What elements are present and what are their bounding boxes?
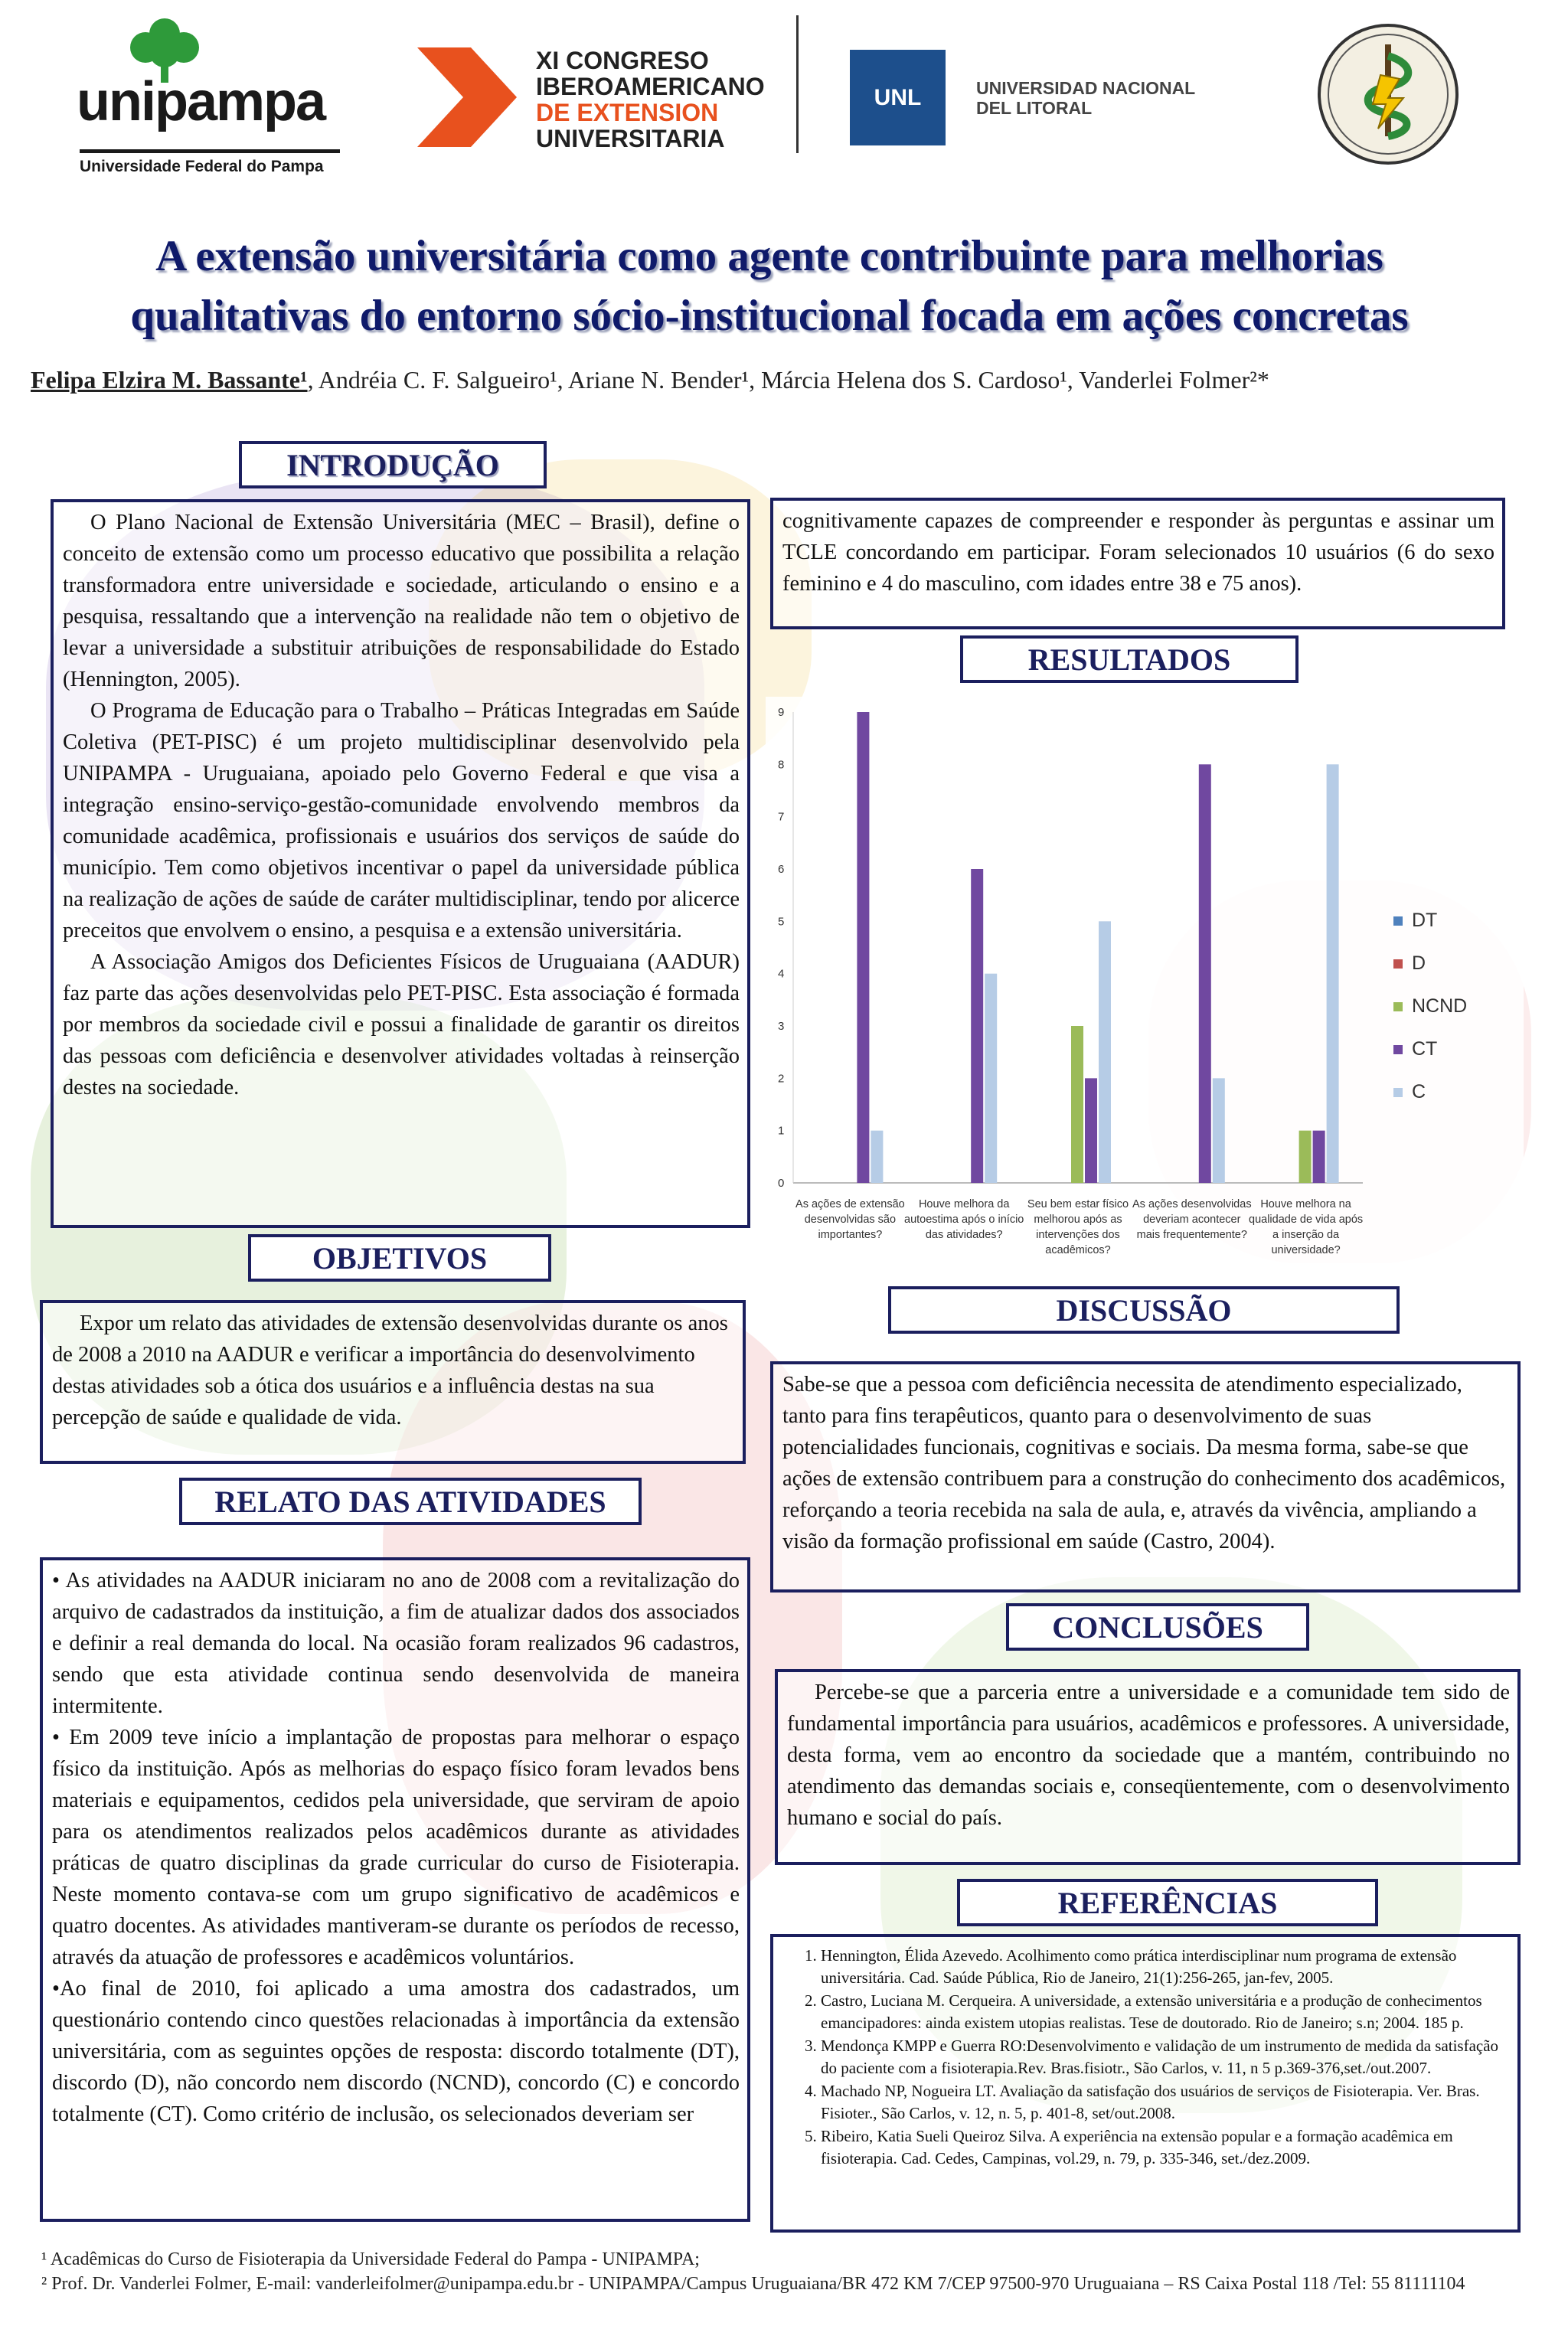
- unipampa-logo-text: unipampa: [77, 71, 325, 132]
- unl-line-1: UNIVERSIDAD NACIONAL: [976, 78, 1196, 98]
- referencias-box: [770, 1934, 1521, 2233]
- category-label: Houve melhora da autoestima após o início das atividades?: [904, 1198, 1024, 1241]
- category-label: Houve melhora na qualidade de vida após a inserção da universidade?: [1249, 1198, 1364, 1256]
- y-tick-label: 1: [778, 1124, 785, 1138]
- relato-box: [40, 1557, 750, 2222]
- physiotherapy-seal-icon: [1315, 21, 1461, 167]
- objetivos-text: Expor um relato das atividades de extensão desenvolvidas durante os anos de 2008 a 2010 na AADUR e verificar a importância do desenvolvimento destas atividades sob a ótica dos usuários e a influência destas na sua percepção de saúde e qualidade de vida.: [52, 1312, 728, 1429]
- references-list: [786, 1945, 1505, 2170]
- reference-item: 4. Machado NP, Nogueira LT. Avaliação da satisfação dos usuários de serviços de Fisioterapia. Ver. Bras. Fisioter., São Carlos, v. 12, n. 5, p. 401-8, set/out.2008.: [821, 2080, 1505, 2125]
- unl-line-2: DEL LITORAL: [976, 98, 1093, 118]
- results-chart-svg: [766, 697, 1524, 1282]
- section-heading-conclusoes: CONCLUSÕES: [1006, 1603, 1309, 1651]
- reference-item: 2. Castro, Luciana M. Cerqueira. A universidade, a extensão universitária e a produção de conhecimentos emancipadores: ainda existem utopias realistas. Tese de doutorado. Rio de Janeiro; s.n; 2004. 185 p.: [821, 1990, 1505, 2034]
- bar-c-2: [985, 974, 997, 1183]
- y-tick-label: 9: [778, 706, 785, 719]
- relato-continuation-box: [770, 498, 1505, 629]
- poster-title-line-1: A extensão universitária como agente contribuinte para melhorias: [155, 232, 1383, 280]
- y-tick-label: 3: [778, 1020, 785, 1033]
- section-heading-introducao: INTRODUÇÃO: [239, 441, 547, 488]
- legend-item-dt: [1393, 910, 1437, 932]
- legend-swatch: [1393, 1045, 1403, 1054]
- objetivos-box: [40, 1300, 746, 1464]
- category-label: As ações desenvolvidas deveriam acontecer mais frequentemente?: [1132, 1198, 1252, 1241]
- legend-label: DT: [1412, 910, 1438, 931]
- y-tick-label: 2: [778, 1072, 785, 1086]
- section-heading-objetivos: OBJETIVOS: [248, 1234, 551, 1282]
- conclusoes-box: [775, 1669, 1521, 1865]
- congress-line-2: IBEROAMERICANO: [536, 73, 765, 100]
- congress-arrow-icon: [417, 47, 517, 147]
- section-heading-referencias: REFERÊNCIAS: [957, 1879, 1378, 1926]
- y-tick-label: 5: [778, 915, 785, 929]
- bar-ct-3: [1085, 1078, 1097, 1183]
- legend-label: D: [1412, 952, 1426, 974]
- relato-paragraph: • As atividades na AADUR iniciaram no ano de 2008 com a revitalização do arquivo de cadastrados da instituição, a fim de atualizar dados dos associados e definir a real demanda do local. Na ocasião foram realizados 96 cadastros, sendo que esta atividade continua sendo desenvolvida de maneira intermitente.: [52, 1569, 740, 1718]
- unl-logo: UNL: [850, 50, 946, 145]
- relato-paragraph: •Ao final de 2010, foi aplicado a uma amostra dos cadastrados, um questionário contendo cinco questões relacionadas à importância da extensão universitária, com as seguintes opções de resposta: discordo totalmente (DT), discordo (D), não concordo nem discordo (NCND), concordo (C) e concordo totalmente (CT). Como critério de inclusão, os selecionados deveriam ser: [52, 1977, 740, 2126]
- legend-label: C: [1412, 1081, 1426, 1102]
- introducao-paragraph: O Programa de Educação para o Trabalho – Práticas Integradas em Saúde Coletiva (PET-PISC) é um projeto multidisciplinar desenvolvido pela UNIPAMPA - Uruguaiana, apoiado pelo Governo Federal e que visa a integração ensino-serviço-gestão-comunidade envolvendo membros da comunidade acadêmica, profissionais e usuários dos serviços de saúde do município. Tem como objetivos incentivar o papel da universidade pública na realização de ações de saúde de caráter multidisciplinar, tendo por alicerce preceitos que envolvem o ensino, a pesquisa e a extensão universitária.: [63, 699, 740, 942]
- category-label: Seu bem estar físico melhorou após as intervenções dos acadêmicos?: [1027, 1198, 1129, 1256]
- legend-item-d: [1393, 952, 1426, 975]
- y-tick-label: 8: [778, 758, 785, 772]
- bar-ncnd-3: [1071, 1026, 1083, 1183]
- y-tick-label: 0: [778, 1177, 785, 1190]
- congress-logo-text: [536, 47, 765, 152]
- section-heading-relato: RELATO DAS ATIVIDADES: [179, 1478, 642, 1525]
- introducao-box: [51, 499, 750, 1228]
- section-heading-discussao: DISCUSSÃO: [888, 1286, 1400, 1334]
- footnote-2: ² Prof. Dr. Vanderlei Folmer, E-mail: vanderleifolmer@unipampa.edu.br - UNIPAMPA/Campus Uruguaiana/BR 472 KM 7/CEP 97500-970 Uruguaiana – RS Caixa Postal 118 /Tel: 55 81111104: [41, 2274, 1465, 2294]
- bar-c-4: [1213, 1078, 1225, 1183]
- legend-label: CT: [1412, 1038, 1438, 1060]
- reference-item: 5. Ribeiro, Katia Sueli Queiroz Silva. A experiência na extensão popular e a formação acadêmica em fisioterapia. Cad. Cedes, Campinas, vol.29, n. 79, p. 335-346, set./dez.2009.: [821, 2125, 1505, 2170]
- bar-ct-4: [1199, 764, 1211, 1183]
- poster-title: [15, 227, 1524, 346]
- reference-item: 3. Mendonça KMPP e Guerra RO:Desenvolvimento e validação de um instrumento de medida da satisfação do paciente com a fisioterapia.Rev. Bras.fisiotr., São Carlos, v. 11, n 5 p.369-376,set./out.2007.: [821, 2035, 1505, 2079]
- unl-logo-text: [976, 78, 1195, 118]
- bar-c-5: [1327, 764, 1339, 1183]
- unipampa-logo-rule: [80, 149, 340, 153]
- congress-line-1: XI CONGRESO: [536, 47, 709, 74]
- congress-line-3: DE EXTENSION: [536, 99, 719, 126]
- bar-c-3: [1099, 921, 1111, 1183]
- legend-swatch: [1393, 916, 1403, 926]
- chart-background: [766, 697, 1524, 1282]
- unipampa-logo-subtitle: Universidade Federal do Pampa: [80, 158, 324, 175]
- y-tick-label: 6: [778, 863, 785, 876]
- introducao-paragraph: O Plano Nacional de Extensão Universitária (MEC – Brasil), define o conceito de extensão como um processo educativo que possibilita a relação transformadora entre universidade e sociedade, articulando o ensino e a pesquisa, ressaltando que a intervenção na realidade não tem o objetivo de levar a universidade a substituir atribuições de responsabilidade do Estado (Hennington, 2005).: [63, 511, 740, 691]
- category-label: As ações de extensão desenvolvidas são importantes?: [795, 1198, 905, 1241]
- header-divider: [796, 15, 799, 153]
- discussao-box: [770, 1361, 1521, 1592]
- discussao-text: Sabe-se que a pessoa com deficiência necessita de atendimento especializado, tanto para fins terapêuticos, quanto para o desenvolvimento de suas potencialidades funcionais, cognitivas e sociais. Da mesma forma, sabe-se que ações de extensão contribuem para a construção do conhecimento dos acadêmicos, reforçando a teoria recebida na sala de aula, e, através da vivência, ampliando a visão da formação profissional em saúde (Castro, 2004).: [782, 1373, 1506, 1553]
- congress-line-4: UNIVERSITARIA: [536, 125, 725, 152]
- relato-continuation-text: cognitivamente capazes de compreender e responder às perguntas e assinar um TCLE concordando em participar. Foram selecionados 10 usuários (6 do sexo feminino e 4 do masculino, com idades entre 38 e 75 anos).: [782, 509, 1494, 596]
- legend-item-c: [1393, 1081, 1426, 1103]
- results-chart: [766, 697, 1524, 1282]
- conclusoes-text: Percebe-se que a parceria entre a universidade e a comunidade tem sido de fundamental importância para usuários, acadêmicos e professores. A universidade, desta forma, vem ao encontro da sociedade que a mantém, contribuindo no atendimento das demandas sociais e, conseqüentemente, com o desenvolvimento humano e social do país.: [787, 1681, 1510, 1830]
- bar-ct-2: [971, 869, 983, 1183]
- y-tick-label: 4: [778, 967, 785, 981]
- reference-item: 1. Hennington, Élida Azevedo. Acolhimento como prática interdisciplinar num programa de extensão universitária. Cad. Saúde Pública, Rio de Janeiro, 21(1):256-265, jan-fev, 2005.: [821, 1945, 1505, 1989]
- legend-label: NCND: [1412, 995, 1468, 1017]
- bar-ct-1: [857, 712, 869, 1183]
- legend-item-ct: [1393, 1038, 1437, 1060]
- first-author: Felipa Elzira M. Bassante¹: [31, 366, 308, 394]
- footnotes: [41, 2247, 1534, 2296]
- bar-ncnd-5: [1299, 1131, 1312, 1183]
- legend-swatch: [1393, 1002, 1403, 1011]
- section-heading-resultados: RESULTADOS: [960, 635, 1298, 683]
- introducao-paragraph: A Associação Amigos dos Deficientes Físicos de Uruguaiana (AADUR) faz parte das ações desenvolvidas pelo PET-PISC. Esta associação é formada por membros da sociedade civil e possui a finalidade de garantir os direitos das pessoas com deficiência e desenvolver atividades voltadas à reinserção destes na sociedade.: [63, 950, 740, 1099]
- legend-swatch: [1393, 959, 1403, 969]
- relato-paragraph: • Em 2009 teve início a implantação de propostas para melhorar o espaço físico da instituição. Após as melhorias do espaço físico foram levados bens materiais e equipamentos, cedidos pela universidade, que serviram de apoio para os atendimentos realizados pelos acadêmicos durante as atividades práticas de quatro disciplinas da grade curricular do curso de Fisioterapia. Neste momento contava-se com um grupo significativo de acadêmicos e quatro docentes. As atividades mantiveram-se durante os períodos de recesso, através da atuação de professores e acadêmicos voluntários.: [52, 1726, 740, 1969]
- authors-line: [31, 366, 1554, 394]
- bar-ct-5: [1313, 1131, 1325, 1183]
- legend-swatch: [1393, 1088, 1403, 1097]
- legend-item-ncnd: [1393, 995, 1467, 1018]
- poster-title-line-2: qualitativas do entorno sócio-institucional focada em ações concretas: [130, 292, 1409, 340]
- footnote-1: ¹ Acadêmicas do Curso de Fisioterapia da Universidade Federal do Pampa - UNIPAMPA;: [41, 2249, 700, 2269]
- bar-c-1: [871, 1131, 883, 1183]
- y-tick-label: 7: [778, 810, 785, 824]
- other-authors: , Andréia C. F. Salgueiro¹, Ariane N. Bender¹, Márcia Helena dos S. Cardoso¹, Vanderlei Folmer²*: [307, 366, 1269, 394]
